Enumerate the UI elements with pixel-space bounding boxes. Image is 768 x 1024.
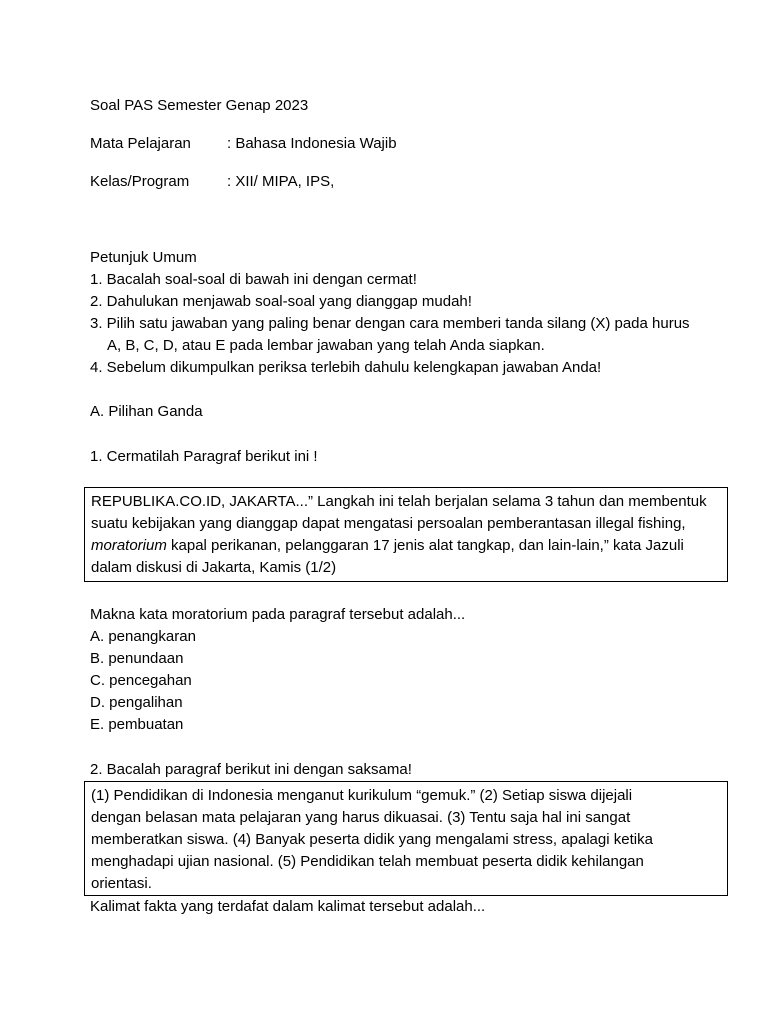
option-e: E. pembuatan [90,716,184,733]
passage-line: dengan belasan mata pelajaran yang harus dikuasai. (3) Tentu saja hal ini sangat [91,809,631,826]
instruction-item-continuation: A, B, C, D, atau E pada lembar jawaban yang telah Anda siapkan. [107,337,545,354]
instructions-heading: Petunjuk Umum [90,249,197,266]
passage-line: orientasi. [91,875,152,892]
passage-line-rest: kapal perikanan, pelanggaran 17 jenis alat tangkap, dan lain-lain,” kata Jazuli [166,537,684,554]
passage-line: suatu kebijakan yang dianggap dapat mengatasi persoalan pemberantasan illegal fishing, [91,515,686,532]
question-2-text: Kalimat fakta yang terdafat dalam kalimat tersebut adalah... [90,898,486,915]
question-1-text: Makna kata moratorium pada paragraf tersebut adalah... [90,606,466,623]
question-2-passage-box [84,781,728,896]
subject-label: Mata Pelajaran [90,135,191,152]
italic-term: moratorium [91,537,167,554]
class-value: : XII/ MIPA, IPS, [227,173,335,190]
instruction-item: 1. Bacalah soal-soal di bawah ini dengan cermat! [90,271,417,288]
passage-line: REPUBLIKA.CO.ID, JAKARTA...” Langkah ini telah berjalan selama 3 tahun dan membentuk [91,493,707,510]
class-label: Kelas/Program [90,173,190,190]
subject-value: : Bahasa Indonesia Wajib [227,135,397,152]
passage-line: menghadapi ujian nasional. (5) Pendidikan telah membuat peserta didik kehilangan [91,853,644,870]
question-1-prompt: 1. Cermatilah Paragraf berikut ini ! [90,448,318,465]
question-1-passage-box [84,487,728,582]
instruction-item: 3. Pilih satu jawaban yang paling benar dengan cara memberi tanda silang (X) pada hurus [90,315,690,332]
instruction-item: 2. Dahulukan menjawab soal-soal yang dianggap mudah! [90,293,472,310]
passage-line: (1) Pendidikan di Indonesia menganut kurikulum “gemuk.” (2) Setiap siswa dijejali [91,787,633,804]
passage-line: memberatkan siswa. (4) Banyak peserta didik yang mengalami stress, apalagi ketika [91,831,653,848]
passage-line [91,535,727,557]
instruction-item: 4. Sebelum dikumpulkan periksa terlebih dahulu kelengkapan jawaban Anda! [90,359,602,376]
option-b: B. penundaan [90,650,184,667]
option-d: D. pengalihan [90,694,183,711]
section-title: A. Pilihan Ganda [90,403,203,420]
document-title: Soal PAS Semester Genap 2023 [90,97,309,114]
option-c: C. pencegahan [90,672,192,689]
passage-line: dalam diskusi di Jakarta, Kamis (1/2) [91,559,337,576]
question-2-prompt: 2. Bacalah paragraf berikut ini dengan saksama! [90,761,412,778]
option-a: A. penangkaran [90,628,196,645]
